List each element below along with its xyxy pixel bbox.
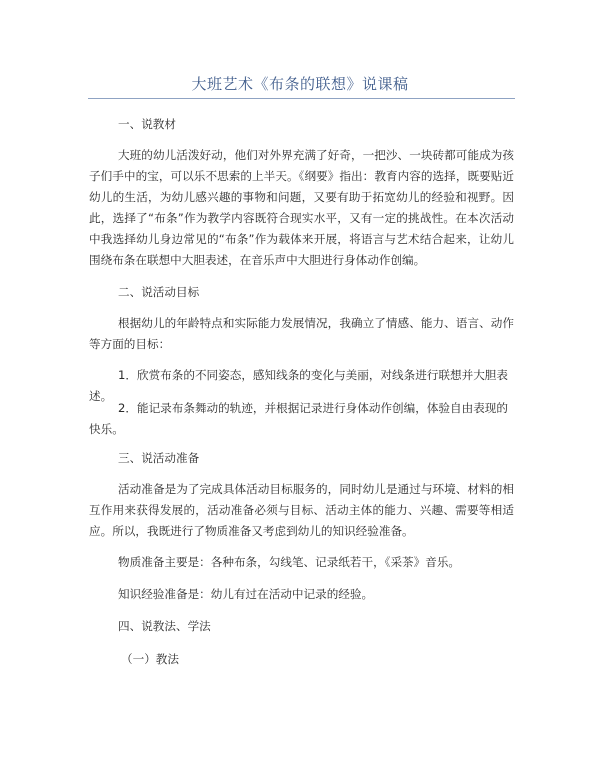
section-3-body bbox=[89, 479, 514, 542]
page-title: 大班艺术《布条的联想》说课稿 bbox=[191, 75, 409, 93]
goal-list-2 bbox=[89, 398, 514, 440]
section-heading-2: 二、说活动目标 bbox=[118, 285, 200, 299]
paragraph: 大班的幼儿活泼好动，他们对外界充满了好奇，一把沙、一块砖都可能成为孩子们手中的宝，可以乐不思索的上半天。《纲要》指出：教育内容的选择，既要贴近幼儿的生活，为幼儿感兴趣的事物和问题，又要有助于拓宽幼儿的经验和视野。因此，选择了“布条”作为教学内容既符合现实水平，又有一定的挑战性。在本次活动中我选择幼儿身边常见的“布条”作为载体来开展，将语言与艺术结合起来，让幼儿围绕布条在联想中大胆表述，在音乐声中大胆进行身体动作创编。 bbox=[89, 148, 514, 267]
title-divider bbox=[88, 98, 515, 99]
knowledge-prep-line: 知识经验准备是：幼儿有过在活动中记录的经验。 bbox=[118, 587, 374, 601]
paragraph: 根据幼儿的年龄特点和实际能力发展情况，我确立了情感、能力、语言、动作等方面的目标： bbox=[89, 316, 514, 351]
section-heading-4: 四、说教法、学法 bbox=[118, 619, 211, 633]
section-heading-1: 一、说教材 bbox=[118, 117, 176, 131]
subsection-heading: （一）教法 bbox=[121, 652, 179, 666]
paragraph: 活动准备是为了完成具体活动目标服务的，同时幼儿是通过与环境、材料的相互作用来获得发展的，活动准备必须与目标、活动主体的能力、兴趣、需要等相适应。所以，我既进行了物质准备又考虑到幼儿的知识经验准备。 bbox=[89, 482, 514, 538]
section-1-body bbox=[89, 145, 514, 271]
section-2-intro bbox=[89, 313, 514, 355]
list-item: 2．能记录布条舞动的轨迹，并根据记录进行身体动作创编，体验自由表现的快乐。 bbox=[89, 401, 508, 436]
list-item: 1．欣赏布条的不同姿态，感知线条的变化与美丽，对线条进行联想并大胆表述。 bbox=[89, 368, 508, 403]
section-heading-3: 三、说活动准备 bbox=[118, 451, 200, 465]
material-prep-line: 物质准备主要是：各种布条，勾线笔、记录纸若干，《采茶》音乐。 bbox=[118, 555, 461, 569]
